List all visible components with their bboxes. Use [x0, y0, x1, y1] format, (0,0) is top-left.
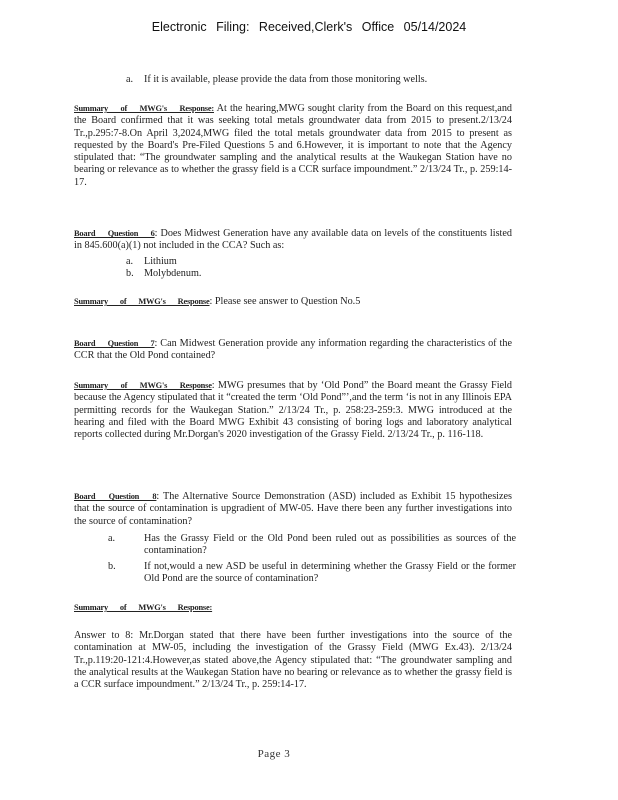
summary-label: Summary of MWG's Response — [74, 381, 212, 390]
list-item — [108, 561, 516, 586]
list-item-text: If it is available, please provide the data from those monitoring wells. — [144, 74, 428, 85]
list-marker: b. — [108, 561, 116, 572]
list-item-text: Lithium — [144, 256, 177, 267]
question-text: : Does Midwest Generation have any available data on levels of the constituents listed in 845.600(a)(1) not included in the CCA? Such as: — [74, 228, 512, 252]
filing-header: Electronic Filing: Received,Clerk's Office 05/14/2024 — [151, 20, 467, 34]
summary-label: Summary of MWG's Response — [74, 297, 210, 306]
answer-8 — [74, 630, 512, 691]
board-question-7 — [74, 338, 512, 363]
answer-text: Answer to 8: Mr.Dorgan stated that there have been further investigations into the source of the contamination at MW-05, including the investigation of the Grassy Field (MWG Ex.43). 2/13/24 Tr.,p.119:20-121:4.However,as stated above,the Agency stipulated that: “The groundwater sampling and the analytical results at the Waukegan Station have no bearing or relevance as to whether the grassy field is a CCR surface impoundment.” 2/13/24 Tr., p. 259:14-17. — [74, 630, 512, 691]
list-item — [126, 256, 516, 268]
list-marker: a. — [108, 533, 116, 544]
question-text: : The Alternative Source Demonstration (ASD) included as Exhibit 15 hypothesizes that the source of contamination is upgradient of MW-05. Have there been any further investigations into the source of contamination? — [74, 491, 512, 527]
question-text: : Can Midwest Generation provide any information regarding the characteristics of the CCR that the Old Pond contained? — [74, 338, 512, 362]
board-question-6 — [74, 228, 512, 253]
list-marker: b. — [126, 268, 134, 279]
summary-response-3 — [74, 380, 512, 441]
question-label: Board Question 8 — [74, 492, 157, 501]
question-label: Board Question 7 — [74, 339, 155, 348]
page-number: Page 3 — [257, 748, 291, 760]
list-marker: a. — [126, 256, 134, 267]
list-item-text: Molybdenum. — [144, 268, 202, 279]
list-item — [126, 268, 516, 280]
question-label: Board Question 6 — [74, 229, 155, 238]
summary-label: Summary of MWG's Response: — [74, 104, 214, 113]
summary-text: : MWG presumes that by ‘Old Pond” the Board meant the Grassy Field because the Agency stipulated that it “created the term ‘Old Pond”’,and the term ‘is not in any Illinois EPA permitting records for the Waukegan Station.” 2/13/24 Tr., p. 258:23-259:3. MWG introduced at the hearing and filed with the Board MWG Exhibit 43 consisting of boring logs and laboratory analytical reports collected during Mr.Dorgan's 2020 investigation of the Grassy Field. 2/13/24 Tr., p. 116-118. — [74, 380, 512, 441]
list-item — [108, 533, 516, 558]
list-item-text: Has the Grassy Field or the Old Pond been ruled out as possibilities as sources of the contamination? — [144, 533, 516, 557]
summary-text: At the hearing,MWG sought clarity from the Board on this request,and the Board confirmed that it was seeking total metals groundwater data from 2015 to present.2/13/24 Tr.,p.295:7-8.On April 3,2024,MWG filed the total metals groundwater data from 2015 to present as requested by the Board's Pre-Filed Questions 5 and 6.However, it is important to note that the Agency stipulated that: “The groundwater sampling and the analytical results at the Waukegan Station have no bearing or relevance as to whether the grassy field is a CCR surface impoundment.” 2/13/24 Tr., p. 259:14-17. — [74, 103, 513, 188]
list-item — [126, 74, 506, 86]
summary-label: Summary of MWG's Response: — [74, 603, 213, 612]
list-item-text: If not,would a new ASD be useful in determining whether the Grassy Field or the former Old Pond are the source of contamination? — [144, 561, 516, 585]
list-marker: a. — [126, 74, 134, 85]
summary-response-2 — [74, 296, 512, 308]
summary-response-1 — [74, 103, 512, 189]
board-question-8 — [74, 491, 512, 528]
summary-response-4 — [74, 602, 512, 614]
summary-text: : Please see answer to Question No.5 — [209, 296, 361, 307]
